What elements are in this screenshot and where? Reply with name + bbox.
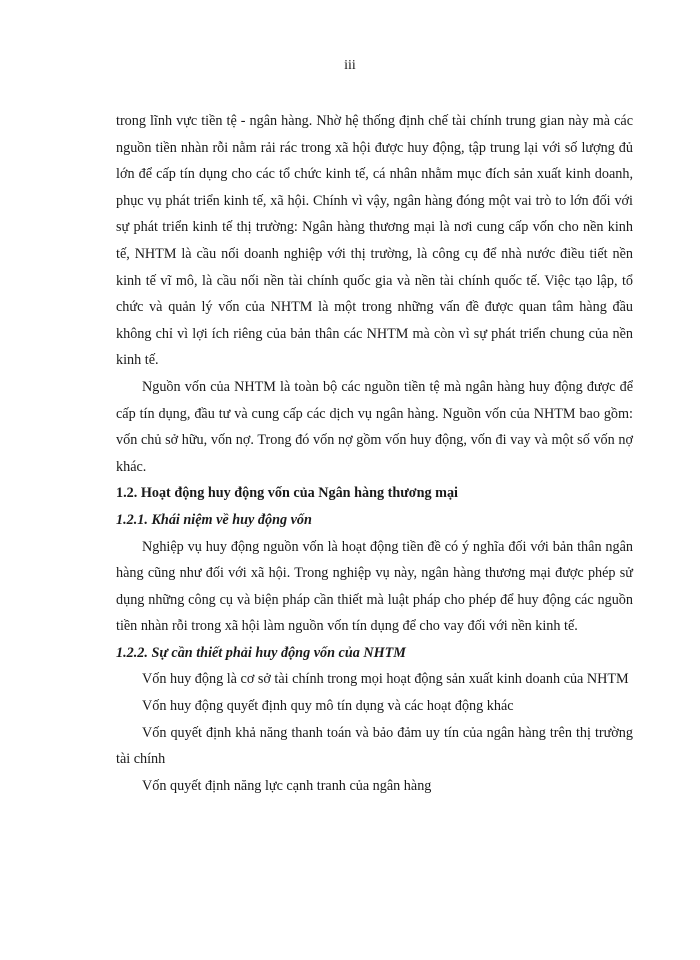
paragraph-necessity-2: Vốn huy động quyết định quy mô tín dụng và các hoạt động khác: [142, 698, 514, 715]
paragraph-necessity-1: Vốn huy động là cơ sở tài chính trong mọi hoạt động sản xuất kinh doanh của NHTM: [142, 671, 629, 688]
paragraph-necessity-4: Vốn quyết định năng lực cạnh tranh của ngân hàng: [142, 777, 432, 794]
paragraph-mobilization-concept: Nghiệp vụ huy động nguồn vốn là hoạt động tiền đề có ý nghĩa đối với bản thân ngân hàng cũng như đối với xã hội. Trong nghiệp vụ này, ngân hàng thương mại được phép sử dụng những công cụ và biện pháp cần thiết mà luật pháp cho phép để huy động các nguồn tiền nhàn rỗi trong xã hội làm nguồn vốn tín dụng để cho vay đối với nền kinh tế.: [116, 538, 633, 635]
paragraph-capital-definition: Nguồn vốn của NHTM là toàn bộ các nguồn tiền tệ mà ngân hàng huy động được để cấp tín dụng, đầu tư và cung cấp các dịch vụ ngân hàng. Nguồn vốn của NHTM bao gồm: vốn chủ sở hữu, vốn nợ. Trong đó vốn nợ gồm vốn huy động, vốn đi vay và một số vốn nợ khác.: [116, 378, 633, 475]
paragraph-intro-continued: trong lĩnh vực tiền tệ - ngân hàng. Nhờ hệ thống định chế tài chính trung gian này mà các nguồn tiền nhàn rỗi nằm rải rác trong xã hội được huy động, tập trung lại với số lượng đủ lớn để cấp tín dụng cho các tổ chức kinh tế, cá nhân nhằm mục đích sản xuất kinh doanh, phục vụ phát triển kinh tế, xã hội. Chính vì vậy, ngân hàng đóng một vai trò to lớn đối với sự phát triển kinh tế thị trường: Ngân hàng thương mại là nơi cung cấp vốn cho nền kinh tế, NHTM là cầu nối doanh nghiệp với thị trường, là công cụ để nhà nước điều tiết nền kinh tế vĩ mô, là cầu nối nền tài chính quốc gia và nền tài chính quốc tế. Việc tạo lập, tổ chức và quản lý vốn của NHTM là một trong những vấn đề được quan tâm hàng đầu không chỉ vì lợi ích riêng của bản thân các NHTM mà còn vì sự phát triển chung của nền kinh tế.: [116, 113, 633, 369]
subsection-heading-1-2-1: 1.2.1. Khái niệm về huy động vốn: [116, 511, 312, 528]
subsection-heading-1-2-2: 1.2.2. Sự cần thiết phải huy động vốn của NHTM: [116, 644, 406, 661]
page-number: iii: [344, 58, 356, 73]
document-body: [116, 108, 633, 799]
paragraph-necessity-3: Vốn quyết định khả năng thanh toán và bảo đảm uy tín của ngân hàng trên thị trường tài chính: [116, 724, 633, 768]
section-heading-1-2: 1.2. Hoạt động huy động vốn của Ngân hàng thương mại: [116, 485, 458, 502]
